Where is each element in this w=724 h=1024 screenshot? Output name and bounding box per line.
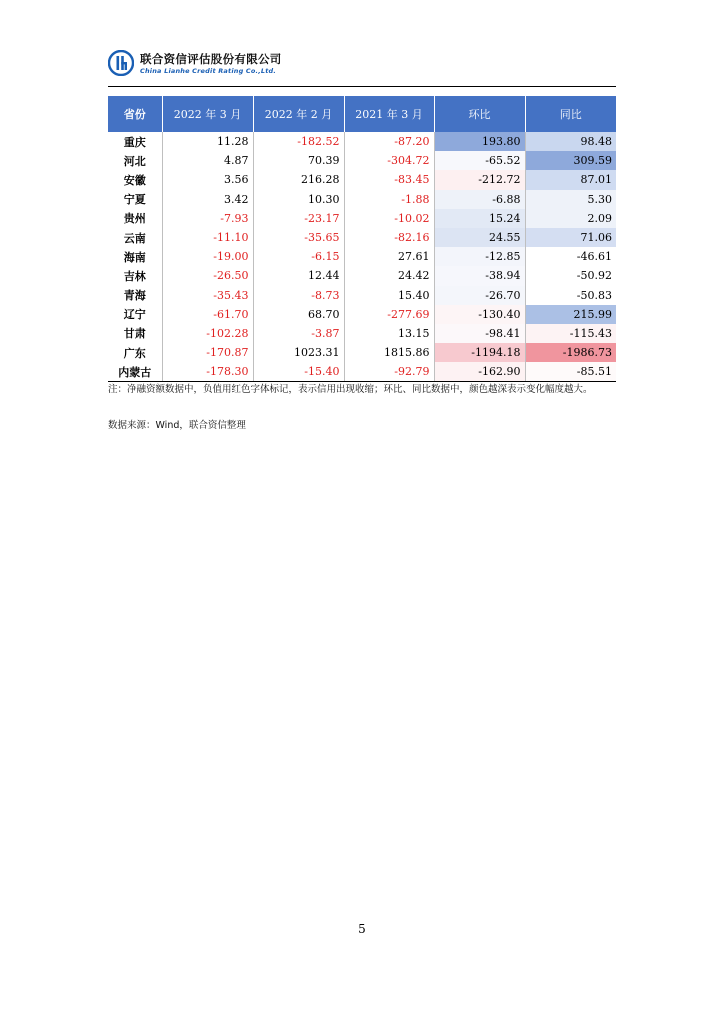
table-row (108, 228, 616, 247)
cell-province: 安徽 (108, 170, 162, 189)
table-row (108, 305, 616, 324)
cell-yoy: 87.01 (525, 170, 616, 189)
cell-yoy: -50.83 (525, 286, 616, 305)
table-body (108, 132, 616, 381)
header-divider (108, 86, 616, 87)
table-row (108, 266, 616, 285)
cell-2022-02: -23.17 (253, 209, 344, 228)
cell-2022-02: -35.65 (253, 228, 344, 247)
cell-2021-03: 13.15 (344, 324, 434, 343)
table-note: 注：净融资额数据中，负值用红色字体标记，表示信用出现收缩；环比、同比数据中，颜色越深表示变化幅度越大。 (108, 384, 593, 395)
page-header (108, 48, 618, 88)
cell-province: 贵州 (108, 209, 162, 228)
cell-yoy: 71.06 (525, 228, 616, 247)
cell-2021-03: -10.02 (344, 209, 434, 228)
cell-2022-02: -15.40 (253, 362, 344, 381)
cell-province: 重庆 (108, 132, 162, 151)
cell-province: 吉林 (108, 266, 162, 285)
cell-yoy: 309.59 (525, 151, 616, 170)
table-row (108, 343, 616, 362)
cell-2022-02: 1023.31 (253, 343, 344, 362)
cell-province: 甘肃 (108, 324, 162, 343)
cell-2022-03: 3.56 (162, 170, 253, 189)
lianhe-logo-icon (108, 50, 134, 76)
cell-province: 云南 (108, 228, 162, 247)
cell-province: 海南 (108, 247, 162, 266)
cell-province: 广东 (108, 343, 162, 362)
cell-mom: -38.94 (434, 266, 525, 285)
cell-2022-03: 4.87 (162, 151, 253, 170)
cell-yoy: 2.09 (525, 209, 616, 228)
table-row (108, 324, 616, 343)
table-row (108, 170, 616, 189)
cell-mom: -130.40 (434, 305, 525, 324)
cell-mom: -98.41 (434, 324, 525, 343)
cell-province: 内蒙古 (108, 362, 162, 381)
cell-yoy: 98.48 (525, 132, 616, 151)
cell-mom: 15.24 (434, 209, 525, 228)
column-header-province: 省份 (108, 96, 162, 132)
table-row (108, 132, 616, 151)
cell-2022-02: -3.87 (253, 324, 344, 343)
cell-2022-02: -8.73 (253, 286, 344, 305)
cell-2021-03: -82.16 (344, 228, 434, 247)
cell-2021-03: -304.72 (344, 151, 434, 170)
cell-2021-03: 1815.86 (344, 343, 434, 362)
cell-yoy: -85.51 (525, 362, 616, 381)
cell-2022-02: 12.44 (253, 266, 344, 285)
cell-mom: -12.85 (434, 247, 525, 266)
cell-2021-03: -1.88 (344, 190, 434, 209)
cell-province: 宁夏 (108, 190, 162, 209)
data-source: 数据来源：Wind，联合资信整理 (108, 420, 246, 431)
cell-2022-03: -61.70 (162, 305, 253, 324)
cell-2022-03: -19.00 (162, 247, 253, 266)
cell-2022-03: -26.50 (162, 266, 253, 285)
cell-2022-03: -178.30 (162, 362, 253, 381)
cell-yoy: -50.92 (525, 266, 616, 285)
column-header-2022-03: 2022 年 3 月 (162, 96, 253, 132)
company-name-en: China Lianhe Credit Rating Co.,Ltd. (140, 67, 277, 75)
cell-2022-03: 3.42 (162, 190, 253, 209)
cell-yoy: -115.43 (525, 324, 616, 343)
cell-mom: -65.52 (434, 151, 525, 170)
table-row (108, 190, 616, 209)
cell-2021-03: -83.45 (344, 170, 434, 189)
company-name-cn: 联合资信评估股份有限公司 (140, 52, 282, 66)
cell-2022-03: -11.10 (162, 228, 253, 247)
cell-mom: -6.88 (434, 190, 525, 209)
cell-2022-03: -102.28 (162, 324, 253, 343)
cell-mom: 24.55 (434, 228, 525, 247)
cell-2022-02: 68.70 (253, 305, 344, 324)
cell-2021-03: -87.20 (344, 132, 434, 151)
cell-yoy: -46.61 (525, 247, 616, 266)
cell-2021-03: 27.61 (344, 247, 434, 266)
column-header-mom: 环比 (434, 96, 525, 132)
province-financing-table (108, 96, 616, 382)
cell-2021-03: -277.69 (344, 305, 434, 324)
cell-yoy: 215.99 (525, 305, 616, 324)
column-header-2021-03: 2021 年 3 月 (344, 96, 434, 132)
cell-2022-02: 216.28 (253, 170, 344, 189)
cell-mom: -212.72 (434, 170, 525, 189)
cell-2021-03: 15.40 (344, 286, 434, 305)
cell-yoy: 5.30 (525, 190, 616, 209)
page-number: 5 (358, 922, 366, 936)
table-header-row (108, 96, 616, 132)
cell-2022-03: 11.28 (162, 132, 253, 151)
cell-2022-03: -170.87 (162, 343, 253, 362)
table-row (108, 151, 616, 170)
cell-province: 青海 (108, 286, 162, 305)
cell-yoy: -1986.73 (525, 343, 616, 362)
cell-mom: -162.90 (434, 362, 525, 381)
cell-2022-02: -182.52 (253, 132, 344, 151)
table-row (108, 247, 616, 266)
cell-2022-02: 10.30 (253, 190, 344, 209)
column-header-yoy: 同比 (525, 96, 616, 132)
table-row (108, 286, 616, 305)
table-row (108, 362, 616, 381)
cell-2021-03: 24.42 (344, 266, 434, 285)
cell-mom: 193.80 (434, 132, 525, 151)
cell-2021-03: -92.79 (344, 362, 434, 381)
cell-2022-03: -7.93 (162, 209, 253, 228)
cell-2022-03: -35.43 (162, 286, 253, 305)
table-row (108, 209, 616, 228)
column-header-2022-02: 2022 年 2 月 (253, 96, 344, 132)
cell-province: 河北 (108, 151, 162, 170)
cell-province: 辽宁 (108, 305, 162, 324)
cell-mom: -26.70 (434, 286, 525, 305)
cell-2022-02: -6.15 (253, 247, 344, 266)
cell-mom: -1194.18 (434, 343, 525, 362)
cell-2022-02: 70.39 (253, 151, 344, 170)
